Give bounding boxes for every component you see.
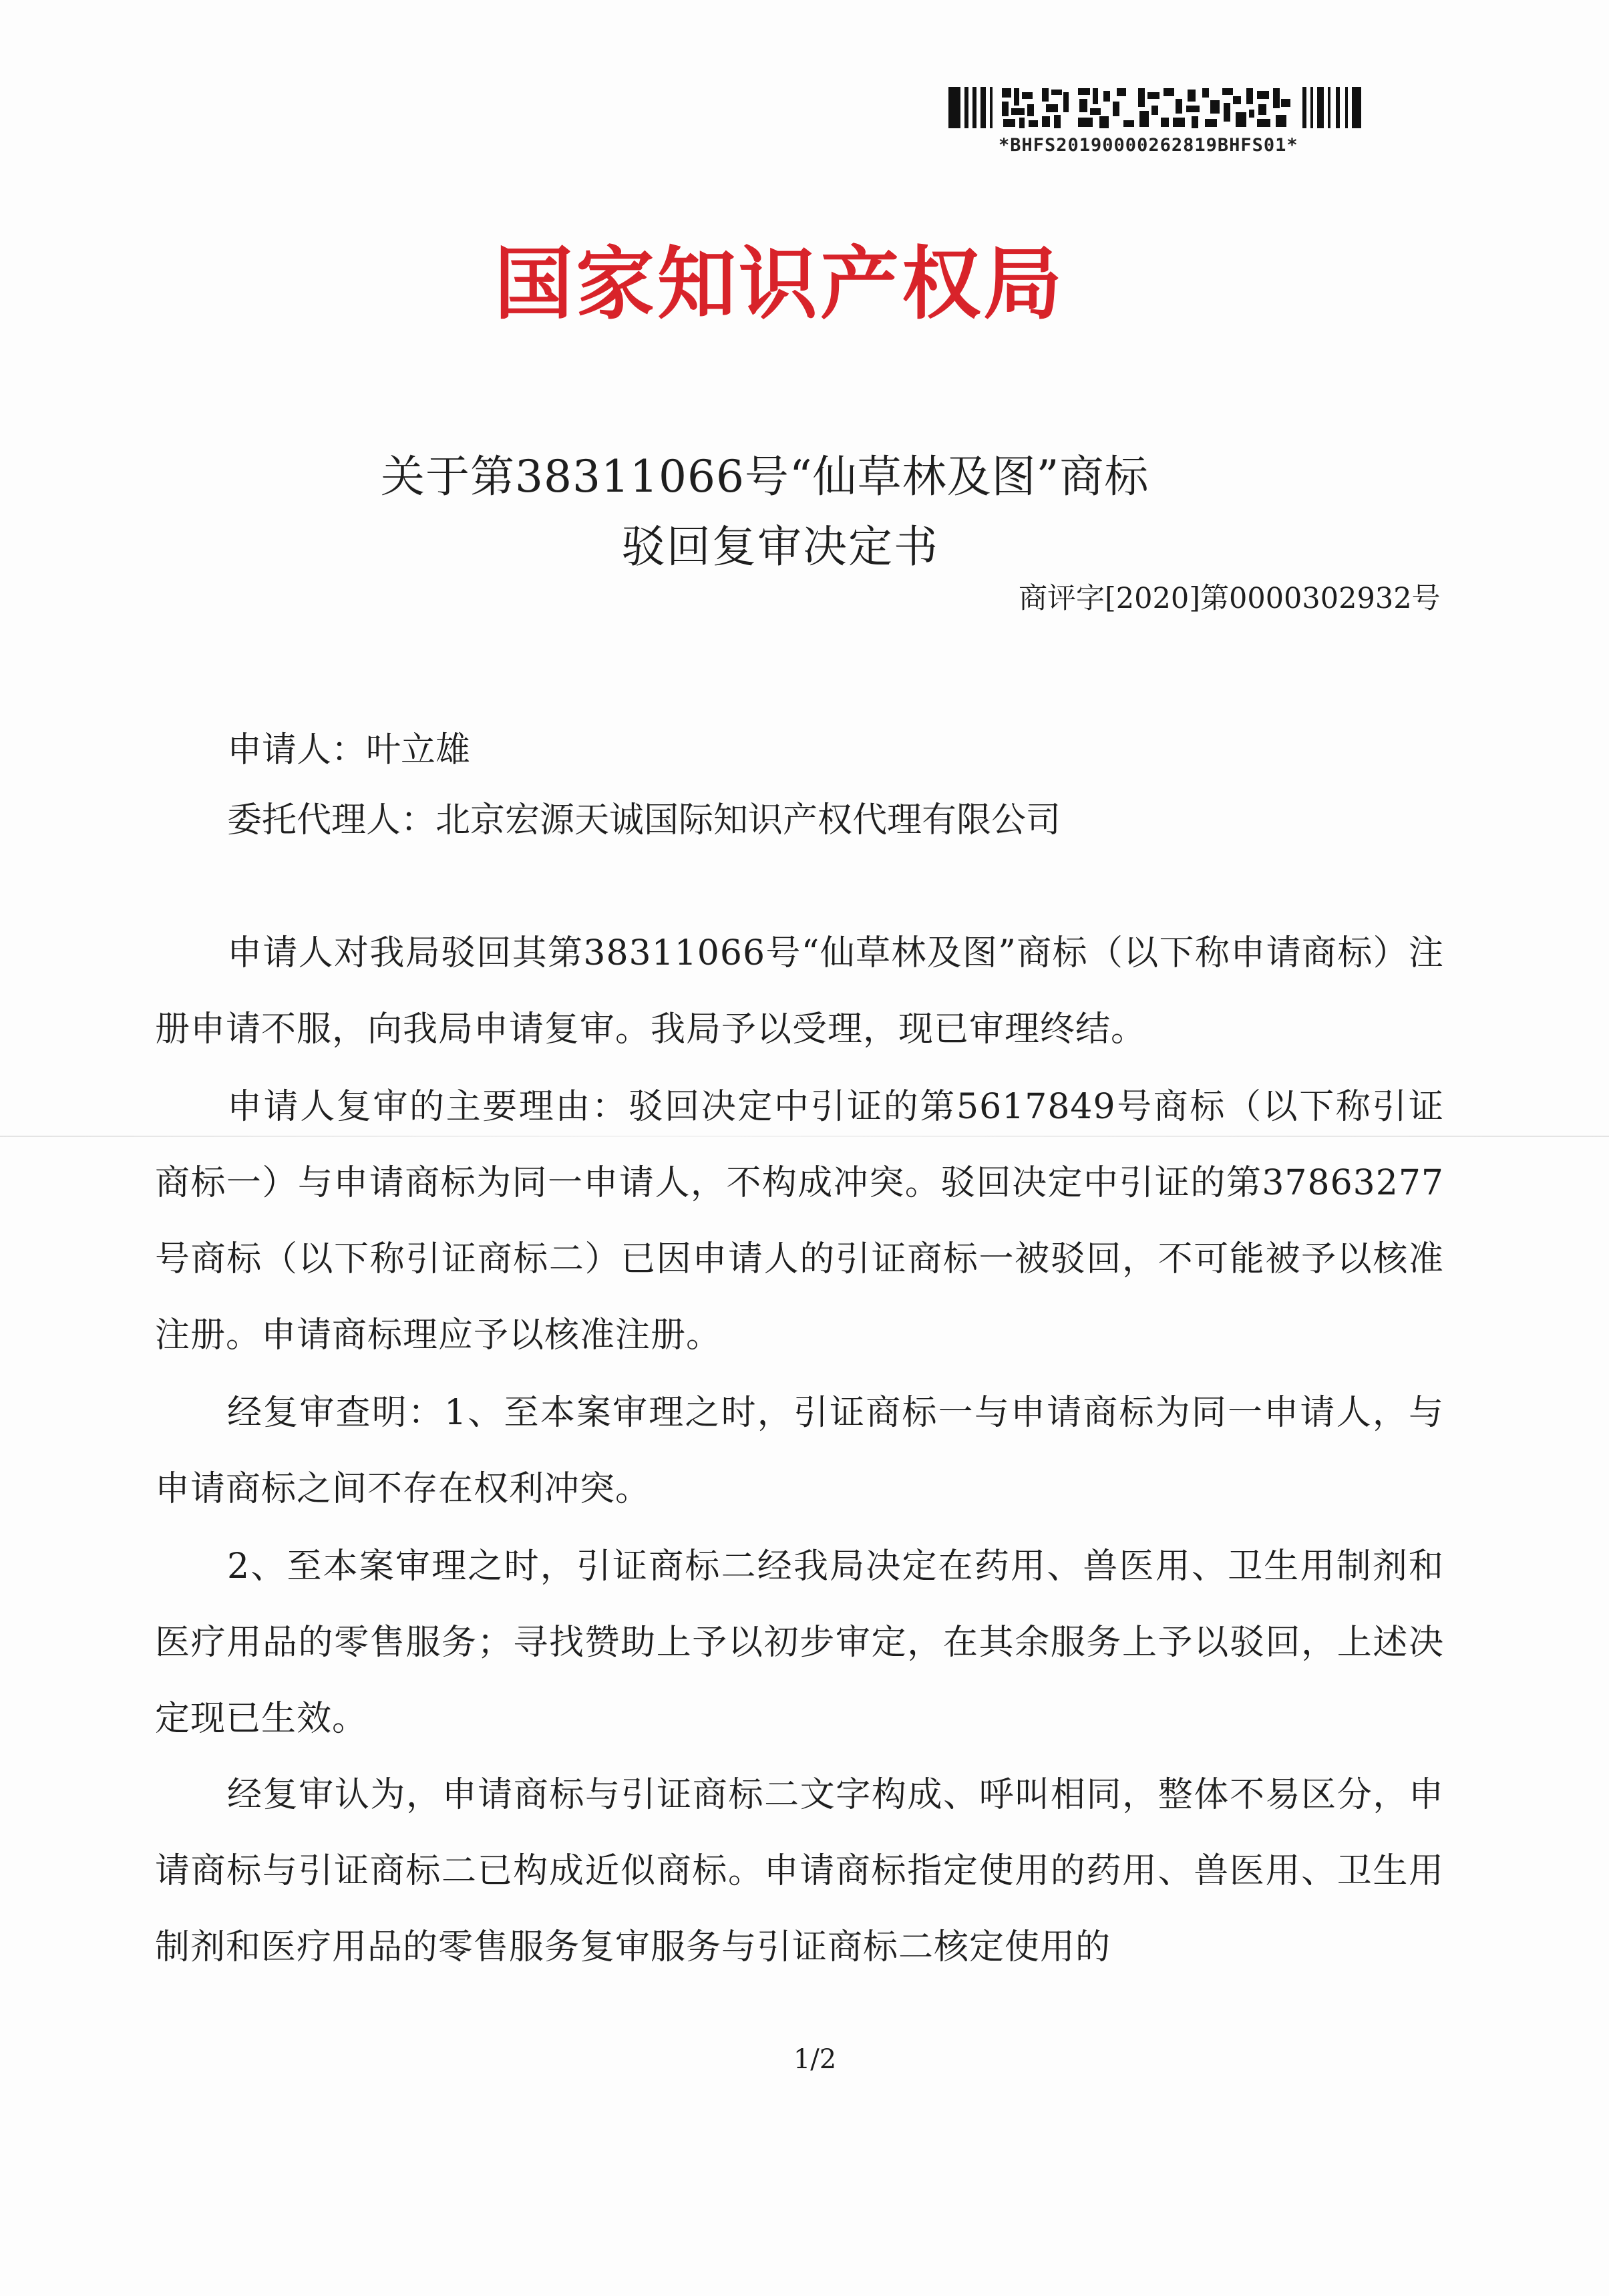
barcode-block [948, 86, 1369, 166]
document-subtitle: 驳回复审决定书 [621, 521, 939, 572]
agent-label: 委托代理人： [227, 800, 436, 840]
body-paragraph-5: 经复审认为，申请商标与引证商标二文字构成、呼叫相同，整体不易区分，申请商标与引证商标二已构成近似商标。申请商标指定使用的药用、兽医用、卫生用制剂和医疗用品的零售服务复审服务与引证商标二核定使用的 [155, 1775, 1444, 1967]
agent-name: 北京宏源天诚国际知识产权代理有限公司 [435, 800, 1061, 840]
applicant-label: 申请人： [227, 730, 367, 770]
applicant-line [227, 721, 470, 772]
agency-name: 国家知识产权局 [494, 238, 1065, 330]
body-paragraph-4: 2、至本案审理之时，引证商标二经我局决定在药用、兽医用、卫生用制剂和医疗用品的零售服务；寻找赞助上予以初步审定，在其余服务上予以驳回，上述决定现已生效。 [155, 1546, 1444, 1739]
page-number: 1/2 [793, 2044, 837, 2075]
document-number: 商评字[2020]第0000302932号 [1019, 582, 1441, 615]
body-paragraph-1: 申请人对我局驳回其第38311066号“仙草林及图”商标（以下称申请商标）注册申请不服，向我局申请复审。我局予以受理，现已审理终结。 [155, 933, 1444, 1049]
applicant-name: 叶立雄 [366, 730, 471, 770]
barcode-number: *BHFS20190000262819BHFS01* [999, 135, 1298, 156]
body-paragraph-2: 申请人复审的主要理由：驳回决定中引证的第5617849号商标（以下称引证商标一）与申请商标为同一申请人，不构成冲突。驳回决定中引证的第37863277号商标（以下称引证商标二）已因申请人的引证商标一被驳回，不可能被予以核准注册。申请商标理应予以核准注册。 [155, 1087, 1444, 1355]
barcode-icon [948, 86, 1369, 130]
body-paragraph-3: 经复审查明：1、至本案审理之时，引证商标一与申请商标为同一申请人，与申请商标之间不存在权利冲突。 [155, 1393, 1444, 1509]
agent-line [227, 792, 1061, 842]
document-title: 关于第38311066号“仙草林及图”商标 [381, 451, 1149, 502]
